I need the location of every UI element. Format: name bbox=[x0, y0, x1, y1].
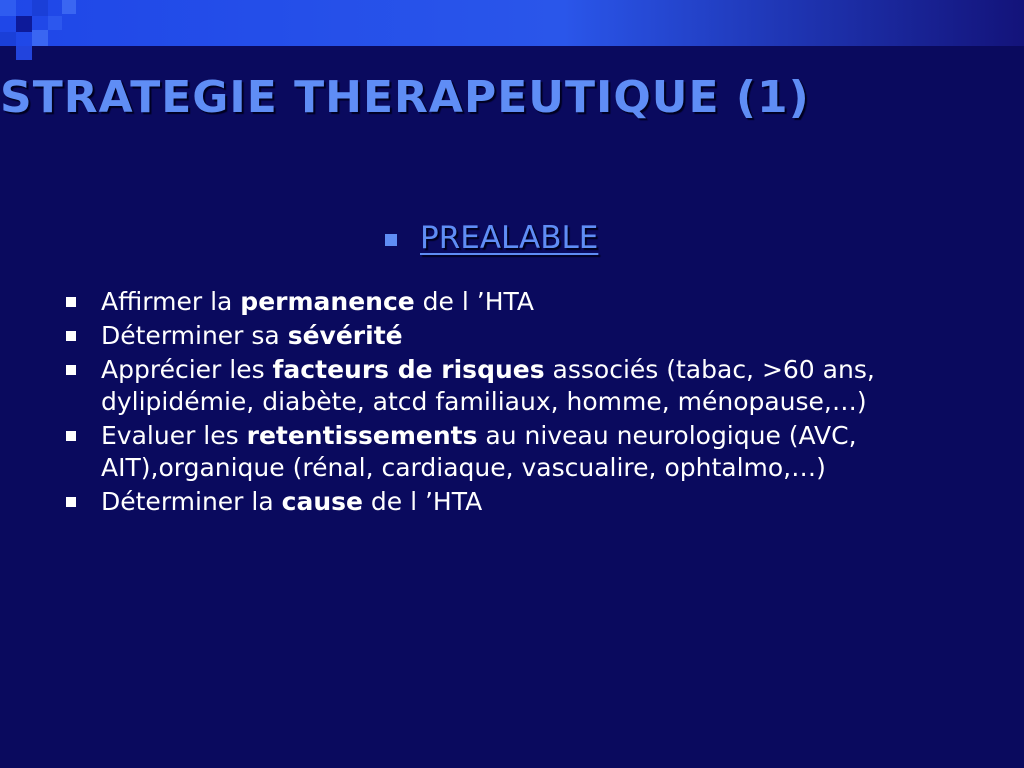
subheading bbox=[385, 220, 598, 256]
list-item: Déterminer la cause de l ’HTA bbox=[66, 486, 966, 518]
square-bullet-icon bbox=[66, 297, 76, 307]
subheading-text: PREALABLE bbox=[420, 220, 599, 256]
slide-title: STRATEGIE THERAPEUTIQUE (1) bbox=[0, 72, 810, 123]
list-item: Evaluer les retentissements au niveau neurologique (AVC, AIT),organique (rénal, cardiaque, vascualire, ophtalmo,…) bbox=[66, 420, 966, 484]
list-item: Apprécier les facteurs de risques associés (tabac, >60 ans, dylipidémie, diabète, atcd familiaux, homme, ménopause,…) bbox=[66, 354, 966, 418]
header-band bbox=[0, 0, 1024, 46]
square-bullet-icon bbox=[66, 331, 76, 341]
list-item: Déterminer sa sévérité bbox=[66, 320, 966, 352]
square-bullet-icon bbox=[385, 234, 397, 246]
square-bullet-icon bbox=[66, 365, 76, 375]
bullet-list bbox=[66, 286, 966, 520]
square-bullet-icon bbox=[66, 431, 76, 441]
list-item: Affirmer la permanence de l ’HTA bbox=[66, 286, 966, 318]
square-bullet-icon bbox=[66, 497, 76, 507]
